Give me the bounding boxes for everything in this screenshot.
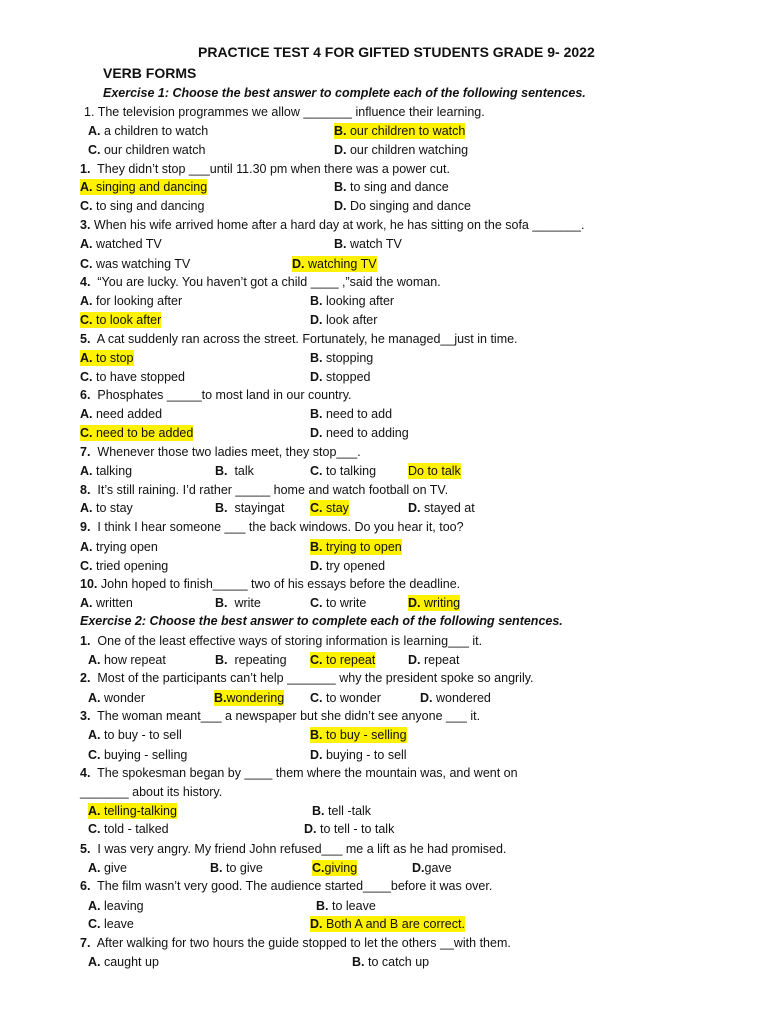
- option-a: A. to stay: [80, 501, 133, 515]
- question-text: After walking for two hours the guide stopped to let the others __with them.: [96, 936, 511, 950]
- option-c: C. to talking: [310, 464, 377, 478]
- question-text: A cat suddenly ran across the street. Fortunately, he managed__just in time.: [96, 332, 518, 346]
- question-text: They didn’t stop ___until 11.30 pm when there was a power cut.: [97, 162, 450, 176]
- option-d-answer: D. Both A and B are correct.: [310, 917, 465, 931]
- question-number: 1.: [80, 162, 91, 176]
- question-stem: [80, 878, 492, 894]
- question-text: “You are lucky. You haven’t got a child ____ ,”said the woman.: [97, 275, 441, 289]
- question-stem: [84, 104, 485, 120]
- question-text: The woman meant___ a newspaper but she didn’t see anyone ___ it.: [97, 709, 481, 723]
- question-number: 4.: [80, 766, 91, 780]
- option-b: B. watch TV: [334, 237, 402, 251]
- option-d: D. need to adding: [310, 426, 409, 440]
- question-text: The television programmes we allow _______ influence their learning.: [97, 105, 485, 119]
- question-stem: [80, 708, 480, 724]
- option-c: C. to write: [310, 596, 367, 610]
- question-number: 4.: [80, 275, 91, 289]
- question-stem: [80, 387, 352, 403]
- option-d-answer: Do to talk: [408, 464, 461, 478]
- option-d: D. wondered: [420, 691, 491, 705]
- option-d: D. try opened: [310, 559, 386, 573]
- option-b: B. talk: [215, 464, 254, 478]
- option-b: B. write: [215, 596, 261, 610]
- question-text: The spokesman began by ____ them where the mountain was, and went on: [97, 766, 518, 780]
- question-number: 10.: [80, 577, 98, 591]
- question-stem: [80, 633, 482, 649]
- question-number: 6.: [80, 388, 91, 402]
- option-d: D. our children watching: [334, 143, 469, 157]
- option-a-answer: A. telling-talking: [88, 804, 177, 818]
- option-a: A. caught up: [88, 955, 159, 969]
- option-d: D. Do singing and dance: [334, 199, 471, 213]
- question-stem: [80, 274, 441, 290]
- question-number: 5.: [80, 332, 91, 346]
- question-text: Most of the participants can’t help _______ why the president spoke so angrily.: [97, 671, 534, 685]
- question-number: 3.: [80, 709, 91, 723]
- option-c: C. to sing and dancing: [80, 199, 205, 213]
- option-b-answer: B. to buy - selling: [310, 728, 407, 742]
- option-b-answer: B. our children to watch: [334, 124, 466, 138]
- option-a: A. talking: [80, 464, 133, 478]
- option-b: B. stayingat: [215, 501, 285, 515]
- option-b: B. to sing and dance: [334, 180, 449, 194]
- option-b: B. repeating: [215, 653, 287, 667]
- question-number: 2.: [80, 671, 91, 685]
- option-c: C. buying - selling: [88, 748, 188, 762]
- option-b: B. tell -talk: [312, 804, 372, 818]
- question-stem: [80, 670, 534, 686]
- question-stem: [80, 519, 464, 535]
- option-c-answer: C. stay: [310, 501, 349, 515]
- option-c: C. to have stopped: [80, 370, 185, 384]
- question-number: 3.: [80, 218, 91, 232]
- option-c: C. was watching TV: [80, 257, 191, 271]
- section-heading: VERB FORMS: [103, 65, 197, 81]
- question-stem: [80, 161, 450, 177]
- exercise-2-instruction: Exercise 2: Choose the best answer to complete each of the following sentences.: [80, 614, 563, 628]
- option-d: D. buying - to sell: [310, 748, 407, 762]
- question-stem: [80, 482, 448, 498]
- question-text: I think I hear someone ___ the back windows. Do you hear it, too?: [97, 520, 464, 534]
- question-number: 8.: [80, 483, 91, 497]
- question-stem: [80, 935, 511, 951]
- option-d-answer: D. writing: [408, 596, 461, 610]
- option-b: B. need to add: [310, 407, 393, 421]
- option-c-answer: C. need to be added: [80, 426, 194, 440]
- option-c: C. leave: [88, 917, 134, 931]
- question-text: John hoped to finish_____ two of his essays before the deadline.: [100, 577, 461, 591]
- option-c-answer: C. to repeat: [310, 653, 376, 667]
- option-a: A. trying open: [80, 540, 158, 554]
- option-b: B. stopping: [310, 351, 374, 365]
- question-stem: [80, 217, 584, 233]
- option-a: A. written: [80, 596, 133, 610]
- question-text: When his wife arrived home after a hard day at work, he has sitting on the sofa _______.: [93, 218, 585, 232]
- question-text: It’s still raining. I’d rather _____ home and watch football on TV.: [97, 483, 449, 497]
- option-a: A. need added: [80, 407, 163, 421]
- option-b: B. to leave: [316, 899, 376, 913]
- option-a: A. wonder: [88, 691, 145, 705]
- question-text: Phosphates _____to most land in our country.: [97, 388, 352, 402]
- question-stem: [80, 576, 460, 592]
- question-number: 1.: [84, 105, 95, 119]
- question-number: 1.: [80, 634, 91, 648]
- option-a: A. for looking after: [80, 294, 183, 308]
- option-a: A. give: [88, 861, 127, 875]
- question-text-continued: _______ about its history.: [80, 785, 223, 799]
- option-d: D. stopped: [310, 370, 371, 384]
- option-d: D. repeat: [408, 653, 460, 667]
- option-c: C. tried opening: [80, 559, 169, 573]
- exercise-1-instruction: Exercise 1: Choose the best answer to complete each of the following sentences.: [103, 86, 586, 100]
- option-c-answer: C.giving: [312, 861, 358, 875]
- option-b-answer: B. trying to open: [310, 540, 402, 554]
- option-a: A. watched TV: [80, 237, 162, 251]
- question-number: 5.: [80, 842, 91, 856]
- question-number: 7.: [80, 445, 91, 459]
- option-b: B. to give: [210, 861, 263, 875]
- question-stem: [80, 765, 518, 781]
- option-c: C. to wonder: [310, 691, 381, 705]
- question-text: I was very angry. My friend John refused___ me a lift as he had promised.: [97, 842, 507, 856]
- question-stem: [80, 841, 506, 857]
- option-c-answer: C. to look after: [80, 313, 162, 327]
- option-a: A. leaving: [88, 899, 144, 913]
- option-b: B. to catch up: [352, 955, 430, 969]
- question-stem: [80, 444, 361, 460]
- question-stem: [80, 331, 518, 347]
- question-number: 9.: [80, 520, 91, 534]
- option-b-answer: B.wondering: [214, 691, 285, 705]
- option-a: A. a children to watch: [88, 124, 209, 138]
- option-b: B. looking after: [310, 294, 395, 308]
- option-c: C. told - talked: [88, 822, 169, 836]
- question-number: 7.: [80, 936, 91, 950]
- option-d: D. look after: [310, 313, 378, 327]
- option-a-answer: A. singing and dancing: [80, 180, 208, 194]
- option-d: D.gave: [412, 861, 452, 875]
- question-text: Whenever those two ladies meet, they stop___.: [97, 445, 361, 459]
- question-number: 6.: [80, 879, 91, 893]
- question-text: The film wasn’t very good. The audience started____before it was over.: [97, 879, 493, 893]
- option-a: A. how repeat: [88, 653, 166, 667]
- question-text: One of the least effective ways of storing information is learning___ it.: [97, 634, 483, 648]
- option-a-answer: A. to stop: [80, 351, 134, 365]
- option-d: D. to tell - to talk: [304, 822, 395, 836]
- option-d-answer: D. watching TV: [292, 257, 377, 271]
- option-a: A. to buy - to sell: [88, 728, 182, 742]
- page-title: PRACTICE TEST 4 FOR GIFTED STUDENTS GRADE 9- 2022: [198, 44, 595, 60]
- option-d: D. stayed at: [408, 501, 475, 515]
- option-c: C. our children watch: [88, 143, 206, 157]
